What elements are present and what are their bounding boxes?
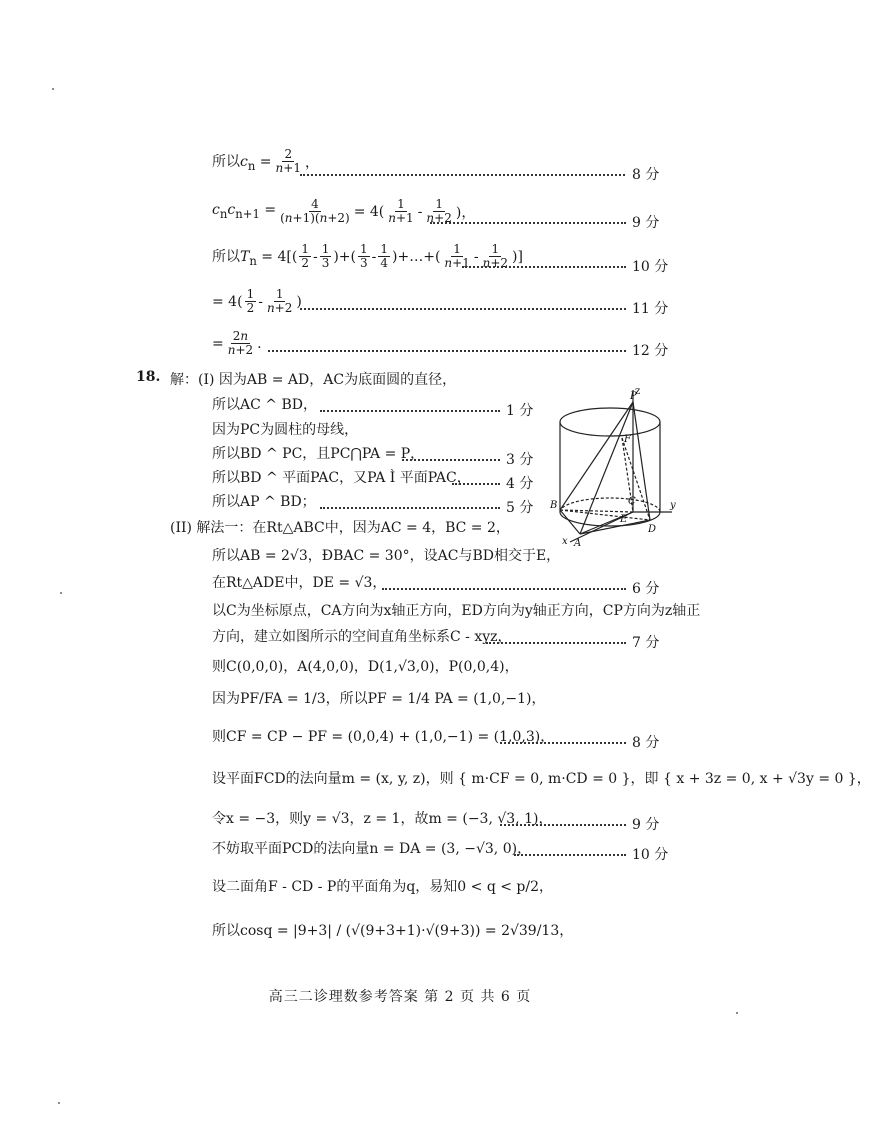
edge-ad <box>580 520 650 534</box>
edge-fd <box>622 438 650 520</box>
q18-number <box>136 369 160 385</box>
label-y: y <box>670 500 676 511</box>
leader-dots <box>382 588 626 590</box>
text: 在Rt△ADE中，DE = √3， <box>212 575 387 591</box>
score-label: 3 分 <box>506 452 534 468</box>
fraction: $\frac{1}{2}$ <box>246 287 255 316</box>
text: . <box>257 335 262 352</box>
score-label: 9 分 <box>632 215 660 231</box>
eq-cn <box>212 148 319 175</box>
text: = 4( <box>353 203 385 220</box>
text: )+( <box>333 248 356 265</box>
eq-tn2 <box>212 288 302 315</box>
step-3 <box>212 443 424 463</box>
leader-dots <box>402 459 500 461</box>
score-label: 11 分 <box>632 301 669 317</box>
text: ) <box>296 293 302 310</box>
label-F: F <box>624 434 631 445</box>
text: 所以$T_n = 4$[( <box>212 248 298 268</box>
text: - <box>312 248 318 265</box>
scan-speck <box>58 1102 60 1104</box>
step-14 <box>212 768 871 788</box>
text: = <box>212 335 224 352</box>
step-7 <box>212 545 560 565</box>
text: 所以cosq = |9+3| / (√(9+3+1)·√(9+3)) = 2√39/13， <box>212 923 574 939</box>
q18-head <box>170 369 456 389</box>
leader-dots <box>320 507 500 509</box>
step-12 <box>212 688 546 708</box>
text: 设二面角F - CD - P的平面角为q，易知0 < q < p/2， <box>212 879 554 895</box>
fraction: $\frac{1}{n+2}$ <box>482 242 509 271</box>
text: ， <box>304 154 319 171</box>
leader-dots <box>500 824 626 826</box>
leader-dots <box>320 410 500 412</box>
question-number: 18. <box>136 369 161 385</box>
leader-dots <box>300 308 626 310</box>
eq-tn3 <box>212 330 262 357</box>
scan-speck <box>736 1012 738 1014</box>
step-16 <box>212 838 531 858</box>
step-5 <box>212 491 316 511</box>
text: 解：(I) 因为AB = AD，AC为底面圆的直径， <box>170 372 457 388</box>
step-8 <box>212 572 386 592</box>
text: )] <box>512 248 523 265</box>
step-10 <box>212 626 512 646</box>
label-E: E <box>620 514 628 525</box>
text: (II) 解法一：在Rt△ABC中，因为AC = 4，BC = 2， <box>170 520 510 536</box>
text: 设平面FCD的法向量m = (x, y, z)，则 { m·CF = 0, m·CD = 0 }，即 { x + 3z = 0, x + √3y = 0 }， <box>212 771 871 787</box>
label-B: B <box>550 500 558 511</box>
fraction: $\frac{4}{(n+1)(n+2)}$ <box>280 197 350 226</box>
score-label: 8 分 <box>632 167 660 183</box>
text: 令x = −3，则y = √3，z = 1，故m = (−3, √3, 1)， <box>212 811 553 827</box>
score-label: 7 分 <box>632 635 660 651</box>
score-label: 1 分 <box>506 403 534 419</box>
scan-speck <box>52 88 54 90</box>
score-label: 4 分 <box>506 476 534 492</box>
text: )+…+( <box>392 248 441 265</box>
text: - <box>371 248 377 265</box>
cylinder-figure <box>540 382 680 552</box>
leader-dots <box>300 174 625 176</box>
text: 则CF = CP − PF = (0,0,4) + (1,0,−1) = (1,0,3)， <box>212 729 555 745</box>
label-D: D <box>648 524 657 535</box>
fraction: $\frac{1}{2}$ <box>301 242 309 271</box>
text: 所以AP ^ BD； <box>212 494 316 510</box>
text: $c_nc_{n+1}$ = <box>212 202 277 222</box>
text: = 4( <box>212 293 243 310</box>
score-label: 12 分 <box>632 343 669 359</box>
leader-dots <box>430 222 626 224</box>
step-2 <box>212 419 358 439</box>
label-x: x <box>562 536 568 547</box>
leader-dots <box>462 266 626 268</box>
score-label: 8 分 <box>632 735 660 751</box>
score-label: 10 分 <box>632 847 669 863</box>
text: 因为PF/FA = 1/3，所以PF = 1/4 PA = (1,0,−1)， <box>212 691 546 707</box>
score-label: 9 分 <box>632 817 660 833</box>
label-A: A <box>574 538 582 549</box>
step-11 <box>212 656 519 676</box>
text: - <box>473 248 479 265</box>
score-label: 10 分 <box>632 259 669 275</box>
fraction: $\frac{1}{3}$ <box>321 242 330 271</box>
step-1 <box>212 394 317 414</box>
fraction: $\frac{1}{n+1}$ <box>444 242 470 271</box>
top-ellipse <box>560 408 660 436</box>
leader-dots <box>514 854 626 856</box>
step-6 <box>170 517 510 537</box>
leader-dots <box>268 350 626 352</box>
text: 所以BD ^ PC，且PC⋂PA = P， <box>212 446 425 462</box>
text: 以C为坐标原点，CA方向为x轴正方向，ED方向为y轴正方向，CP方向为z轴正 <box>212 603 701 619</box>
text: 则C(0,0,0)，A(4,0,0)，D(1,√3,0)，P(0,0,4)， <box>212 659 519 675</box>
text: 不妨取平面PCD的法向量n = DA = (3, −√3, 0)， <box>212 841 532 857</box>
text: 所以AB = 2√3，ÐBAC = 30°，设AC与BD相交于E， <box>212 548 561 564</box>
fraction: $\frac{1}{n+1}$ <box>388 197 414 226</box>
fraction: $\frac{1}{3}$ <box>360 242 368 271</box>
leader-dots <box>452 483 500 485</box>
text: - <box>258 293 263 310</box>
score-label: 5 分 <box>506 500 534 516</box>
page-footer: 高三二诊理数参考答案 第 2 页 共 6 页 <box>268 989 532 1005</box>
leader-dots <box>486 642 626 644</box>
label-C: C <box>628 496 636 507</box>
text: 因为PC为圆柱的母线， <box>212 422 359 438</box>
text: 所以$c_n$ = <box>212 153 272 173</box>
fraction: $\frac{1}{n+2}$ <box>426 197 452 226</box>
text: 方向，建立如图所示的空间直角坐标系C - xyz， <box>212 629 512 645</box>
text: 所以AC ^ BD， <box>212 397 317 413</box>
fraction: $\frac{2n}{n+2}$ <box>227 329 254 358</box>
text: - <box>417 203 423 220</box>
step-4 <box>212 467 471 487</box>
fraction: $\frac{1}{4}$ <box>380 242 389 271</box>
text: )， <box>455 204 476 221</box>
label-P: P <box>630 391 637 402</box>
text: 所以BD ^ 平面PAC，又PA Ì 平面PAC， <box>212 470 471 486</box>
leader-dots <box>500 742 626 744</box>
score-label: 6 分 <box>632 581 660 597</box>
step-18 <box>212 920 573 940</box>
label-z: z <box>635 386 641 397</box>
step-9 <box>212 600 700 620</box>
fraction: $\frac{1}{n+2}$ <box>266 287 293 316</box>
scan-speck <box>60 592 62 594</box>
fraction: $\frac{2}{n+1}$ <box>275 147 301 176</box>
step-17 <box>212 876 553 896</box>
